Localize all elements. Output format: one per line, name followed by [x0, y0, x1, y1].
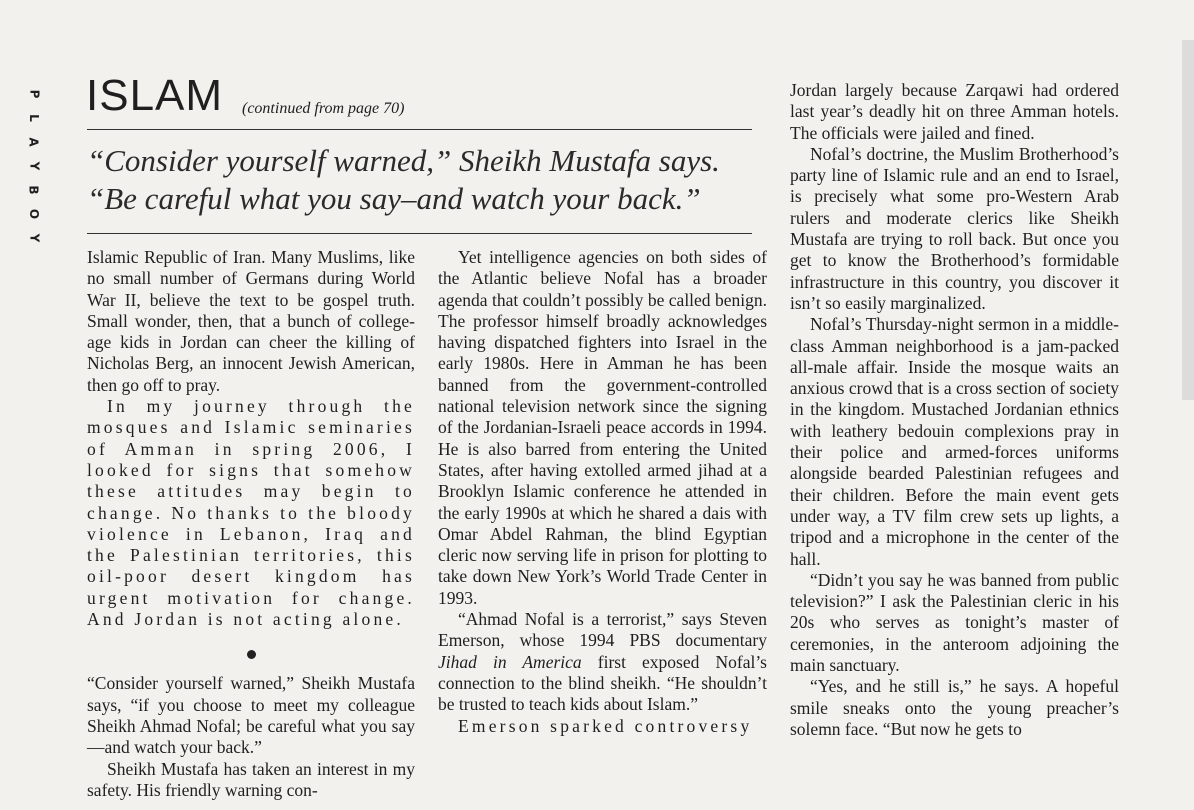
- article-column-2: [438, 247, 767, 737]
- paragraph: Yet intelligence agencies on both sides of the Atlantic believe Nofal has a broader agenda that couldn’t possibly be called benign. The professor himself broadly acknowledges having dispatched fighters into Israel in the early 1980s. Here in Amman he has been banned from the government-controlled national television network since the signing of the Jordanian-Israeli peace accords in 1994. He is also barred from entering the United States, after having extolled armed jihad at a Brooklyn Islamic conference he attended in the early 1990s at which he shared a dais with Omar Abdel Rahman, the blind Egyptian cleric now serving life in prison for plotting to take down New York’s World Trade Center in 1993.: [438, 247, 767, 608]
- paragraph: [438, 609, 767, 715]
- article-column-3: [790, 80, 1119, 740]
- magazine-letter: Y: [26, 161, 41, 171]
- paragraph: “Didn’t you say he was banned from public television?” I ask the Palestinian cleric in his 20s who serves as tonight’s master of ceremonies, in the anteroom adjoining the main sanctuary.: [790, 569, 1119, 676]
- paragraph: Nofal’s Thursday-night sermon in a middle-class Amman neighborhood is a jam-packed all-male affair. Inside the mosque waits an anxious crowd that is a cross section of society in the kingdom. Mustached Jordanian ethnics with leathery bedouin complexions pray in their police and armed-forces uniforms alongside bearded Palestinian refugees and their children. Before the main event gets under way, a TV film crew sets up lights, a tripod and a microphone in the center of the hall.: [790, 314, 1119, 569]
- pull-quote-line: “Consider yourself warned,” Sheikh Mustafa says.: [87, 143, 720, 178]
- magazine-letter: A: [26, 137, 41, 147]
- magazine-letter: O: [26, 208, 41, 220]
- paragraph-text: “Ahmad Nofal is a terrorist,” says Steven Emerson, whose 1994 PBS documentary: [438, 609, 767, 651]
- magazine-letter: Y: [26, 233, 41, 243]
- bottom-rule: [87, 233, 752, 234]
- magazine-letter: P: [26, 89, 41, 99]
- paragraph: Nofal’s doctrine, the Muslim Brotherhood’s party line of Islamic rule and an end to Israel, is precisely what some pro-Western Arab rulers and moderate clerics like Sheikh Mustafa are trying to roll back. But once you get to know the Brotherhood’s formidable infrastructure in this country, you discover it isn’t so easily marginalized.: [790, 143, 1119, 313]
- paragraph: Islamic Republic of Iran. Many Muslims, like no small number of Germans during World War II, believe the text to be gospel truth. Small wonder, then, that a bunch of college-age kids in Jordan can cheer the killing of Nicholas Berg, an innocent Jewish American, then go off to pray.: [87, 247, 415, 395]
- magazine-name-vertical: [27, 82, 41, 250]
- paragraph: Jordan largely because Zarqawi had ordered last year’s deadly hit on three Amman hotels. The officials were jailed and fined.: [790, 80, 1119, 143]
- continued-note: (continued from page 70): [242, 100, 405, 117]
- top-rule: [87, 129, 752, 130]
- pull-quote-line: “Be careful what you say–and watch your back.”: [87, 181, 701, 216]
- section-title: ISLAM: [86, 71, 224, 120]
- paragraph-text: In my journey through the mosques and Islamic seminaries of Amman in spring 2006, I looked for signs that somehow these attitudes may begin to change. No thanks to the bloody violence in Lebanon, Iraq and the Palestinian territories, this oil-poor desert kingdom has urgent motivation for change. And Jordan is not acting alone.: [87, 396, 415, 630]
- paragraph-text: first exposed Nofal’s connection to the blind sheikh. “He shouldn’t be trusted to teach kids about Islam.”: [438, 651, 767, 715]
- documentary-title: Jihad in America: [438, 651, 582, 672]
- magazine-letter: B: [27, 185, 41, 195]
- page-edge-strip: [1182, 40, 1194, 400]
- paragraph: Sheikh Mustafa has taken an interest in my safety. His friendly warning con-: [87, 758, 415, 800]
- paragraph: [87, 396, 415, 630]
- paragraph: “Yes, and he still is,” he says. A hopeful smile sneaks onto the young preacher’s solemn face. “But now he gets to: [790, 676, 1119, 739]
- magazine-letter: L: [27, 114, 41, 122]
- paragraph: “Consider yourself warned,” Sheikh Mustafa says, “if you choose to meet my colleague Sheikh Ahmad Nofal; be careful what you say—and watch your back.”: [87, 673, 415, 758]
- article-column-1: [87, 247, 415, 801]
- paragraph: Emerson sparked controversy: [458, 715, 753, 736]
- section-break-dot: [247, 650, 256, 659]
- pull-quote: [87, 142, 787, 218]
